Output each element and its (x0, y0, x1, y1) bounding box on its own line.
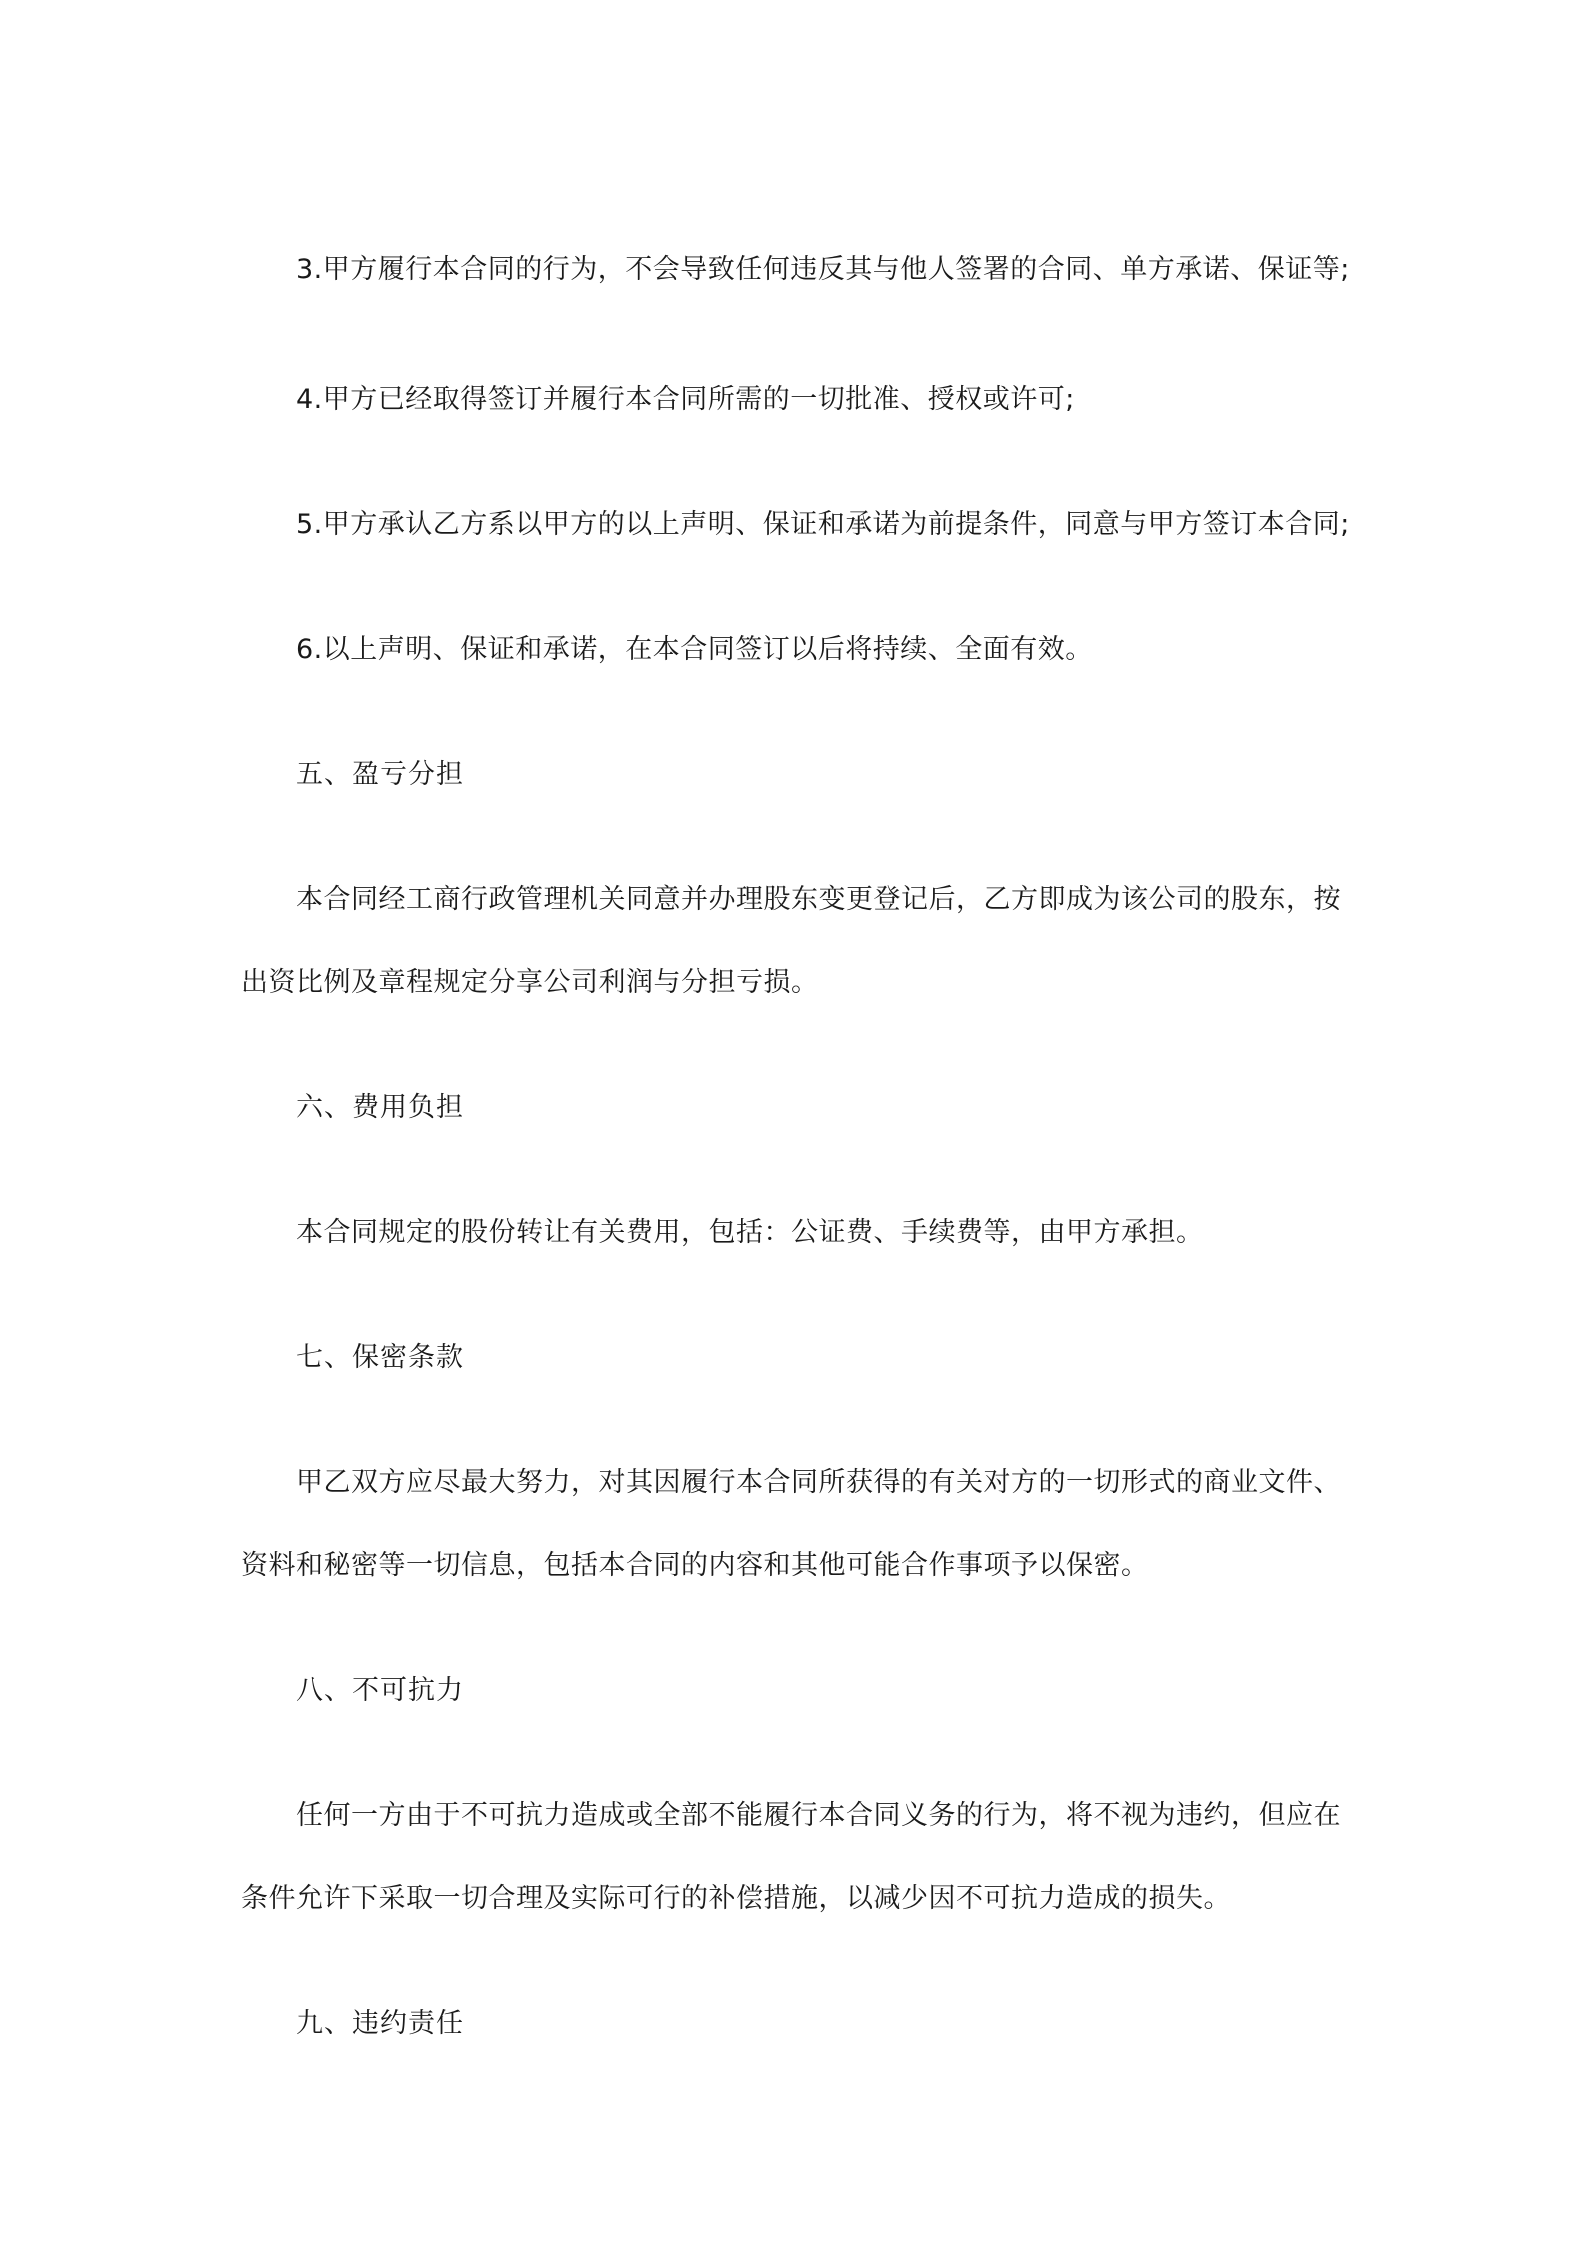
section-heading-expenses: 六、费用负担 (296, 1092, 464, 1123)
section-confidentiality-text-line-2: 资料和秘密等一切信息，包括本合同的内容和其他可能合作事项予以保密。 (241, 1550, 1149, 1581)
section-profit-loss-text-line-2: 出资比例及章程规定分享公司利润与分担亏损。 (241, 967, 819, 998)
section-heading-confidentiality: 七、保密条款 (296, 1342, 464, 1373)
section-force-majeure-text-line-2: 条件允许下采取一切合理及实际可行的补偿措施，以减少因不可抗力造成的损失。 (241, 1883, 1231, 1914)
section-heading-liability: 九、违约责任 (296, 2008, 464, 2039)
clause-item-6: 6.以上声明、保证和承诺，在本合同签订以后将持续、全面有效。 (296, 634, 1093, 665)
clause-item-4: 4.甲方已经取得签订并履行本合同所需的一切批准、授权或许可; (296, 384, 1075, 415)
section-confidentiality-text-line-1: 甲乙双方应尽最大努力，对其因履行本合同所获得的有关对方的一切形式的商业文件、 (296, 1467, 1341, 1498)
section-force-majeure-text-line-1: 任何一方由于不可抗力造成或全部不能履行本合同义务的行为，将不视为违约，但应在 (296, 1800, 1341, 1831)
clause-item-5: 5.甲方承认乙方系以甲方的以上声明、保证和承诺为前提条件，同意与甲方签订本合同; (296, 509, 1350, 540)
section-heading-profit-loss: 五、盈亏分担 (296, 759, 464, 790)
section-profit-loss-text-line-1: 本合同经工商行政管理机关同意并办理股东变更登记后，乙方即成为该公司的股东，按 (296, 884, 1341, 915)
clause-item-3: 3.甲方履行本合同的行为，不会导致任何违反其与他人签署的合同、单方承诺、保证等; (296, 254, 1350, 285)
section-expenses-text-line-1: 本合同规定的股份转让有关费用，包括：公证费、手续费等，由甲方承担。 (296, 1217, 1204, 1248)
section-heading-force-majeure: 八、不可抗力 (296, 1675, 464, 1706)
